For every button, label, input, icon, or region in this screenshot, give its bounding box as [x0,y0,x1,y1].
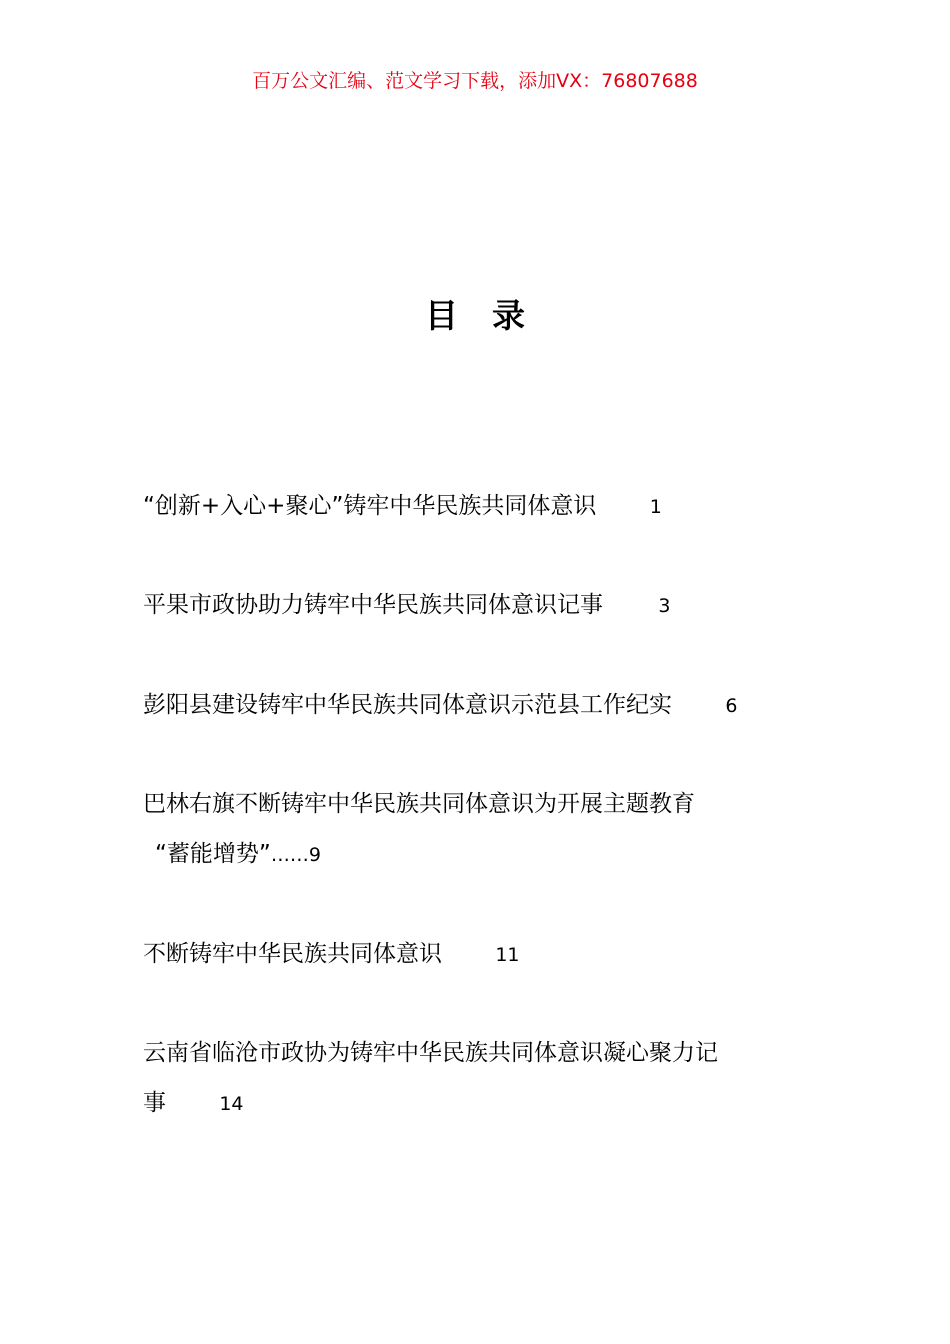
header-banner: 百万公文汇编、范文学习下载，添加VX：76807688 [252,70,698,92]
toc-entry-page: 1 [649,496,662,518]
toc-entry-title: 彭阳县建设铸牢中华民族共同体意识示范县工作纪实 [143,692,672,718]
toc-entry[interactable] [143,929,823,979]
toc-entry-title: 不断铸牢中华民族共同体意识 [143,941,442,967]
toc-entry[interactable] [143,779,823,879]
toc-entry-page: 14 [219,1093,244,1115]
toc-entry-page: 6 [725,695,738,717]
toc-entry-title: 平果市政协助力铸牢中华民族共同体意识记事 [143,592,603,618]
title-char: 录 [492,296,525,335]
toc-entry-title: “创新+入心+聚心”铸牢中华民族共同体意识 [143,493,597,519]
toc-entry[interactable] [143,1028,823,1128]
toc-entry[interactable] [143,580,823,630]
toc-entry-title-cont: “蓄能增势” [155,841,271,867]
toc-entry-title: 云南省临沧市政协为铸牢中华民族共同体意识凝心聚力记 [143,1040,718,1066]
toc-entry-page: 3 [658,595,671,617]
toc-entry[interactable] [143,680,823,730]
toc-entry-title-cont: 事 [143,1090,166,1116]
title-char: 目 [425,296,458,335]
toc-entry-title: 巴林右旗不断铸牢中华民族共同体意识为开展主题教育 [143,791,695,817]
page-title [0,292,950,340]
toc-entry-leader: …… [270,844,309,866]
toc-entry-page: 9 [308,844,321,866]
toc-entry-page: 11 [495,944,520,966]
toc-entry[interactable] [143,481,823,531]
